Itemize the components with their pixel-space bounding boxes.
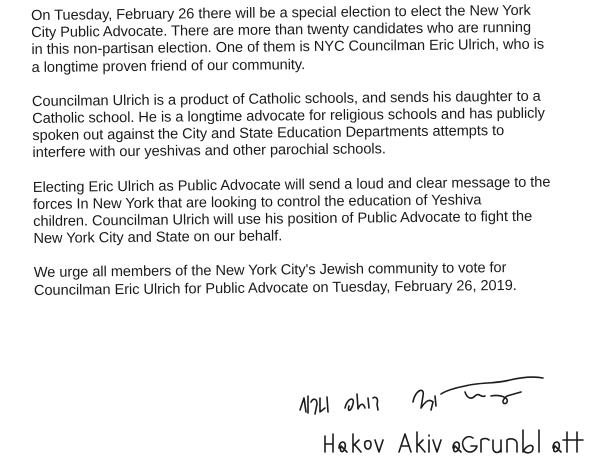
paragraph-candidate-background [32, 88, 593, 163]
text-line: City Public Advocate. There are more than twenty candidates who are running [31, 19, 532, 42]
paragraph-message [33, 174, 594, 249]
text-line: New York City and State on our behalf. [33, 228, 283, 248]
text-line: Catholic school. He is a longtime advocate for religious schools and has publicly [32, 105, 545, 128]
text-line: Councilman Eric Ulrich for Public Advocate on Tuesday, February 26, 2019. [33, 277, 517, 299]
text-line: Councilman Ulrich is a product of Catholic schools, and sends his daughter to a [31, 88, 541, 110]
text-line: On Tuesday, February 26 there will be a special election to elect the New York [31, 2, 531, 24]
paragraph-call-to-vote [34, 260, 594, 300]
text-line: in this non-partisan election. One of them is NYC Councilman Eric Ulrich, who is [31, 37, 545, 59]
text-line: We urge all members of the New York City's Jewish community to vote for [33, 260, 507, 282]
text-line: Electing Eric Ulrich as Public Advocate will send a loud and clear message to the [32, 174, 551, 196]
text-line: children. Councilman Ulrich will use his position of Public Advocate to fight the [33, 208, 533, 231]
letter-body [31, 2, 594, 317]
signature-strokes [295, 368, 595, 458]
text-line: a longtime proven friend of our community. [31, 56, 306, 76]
text-line: spoken out against the City and State Education Departments attempts to [32, 123, 505, 145]
handwritten-signature [295, 368, 595, 458]
paragraph-election-intro [31, 2, 592, 77]
text-line: interfere with our yeshivas and other parochial schools. [32, 141, 386, 162]
text-line: forces In New York that are looking to control the education of Yeshiva [32, 192, 482, 213]
